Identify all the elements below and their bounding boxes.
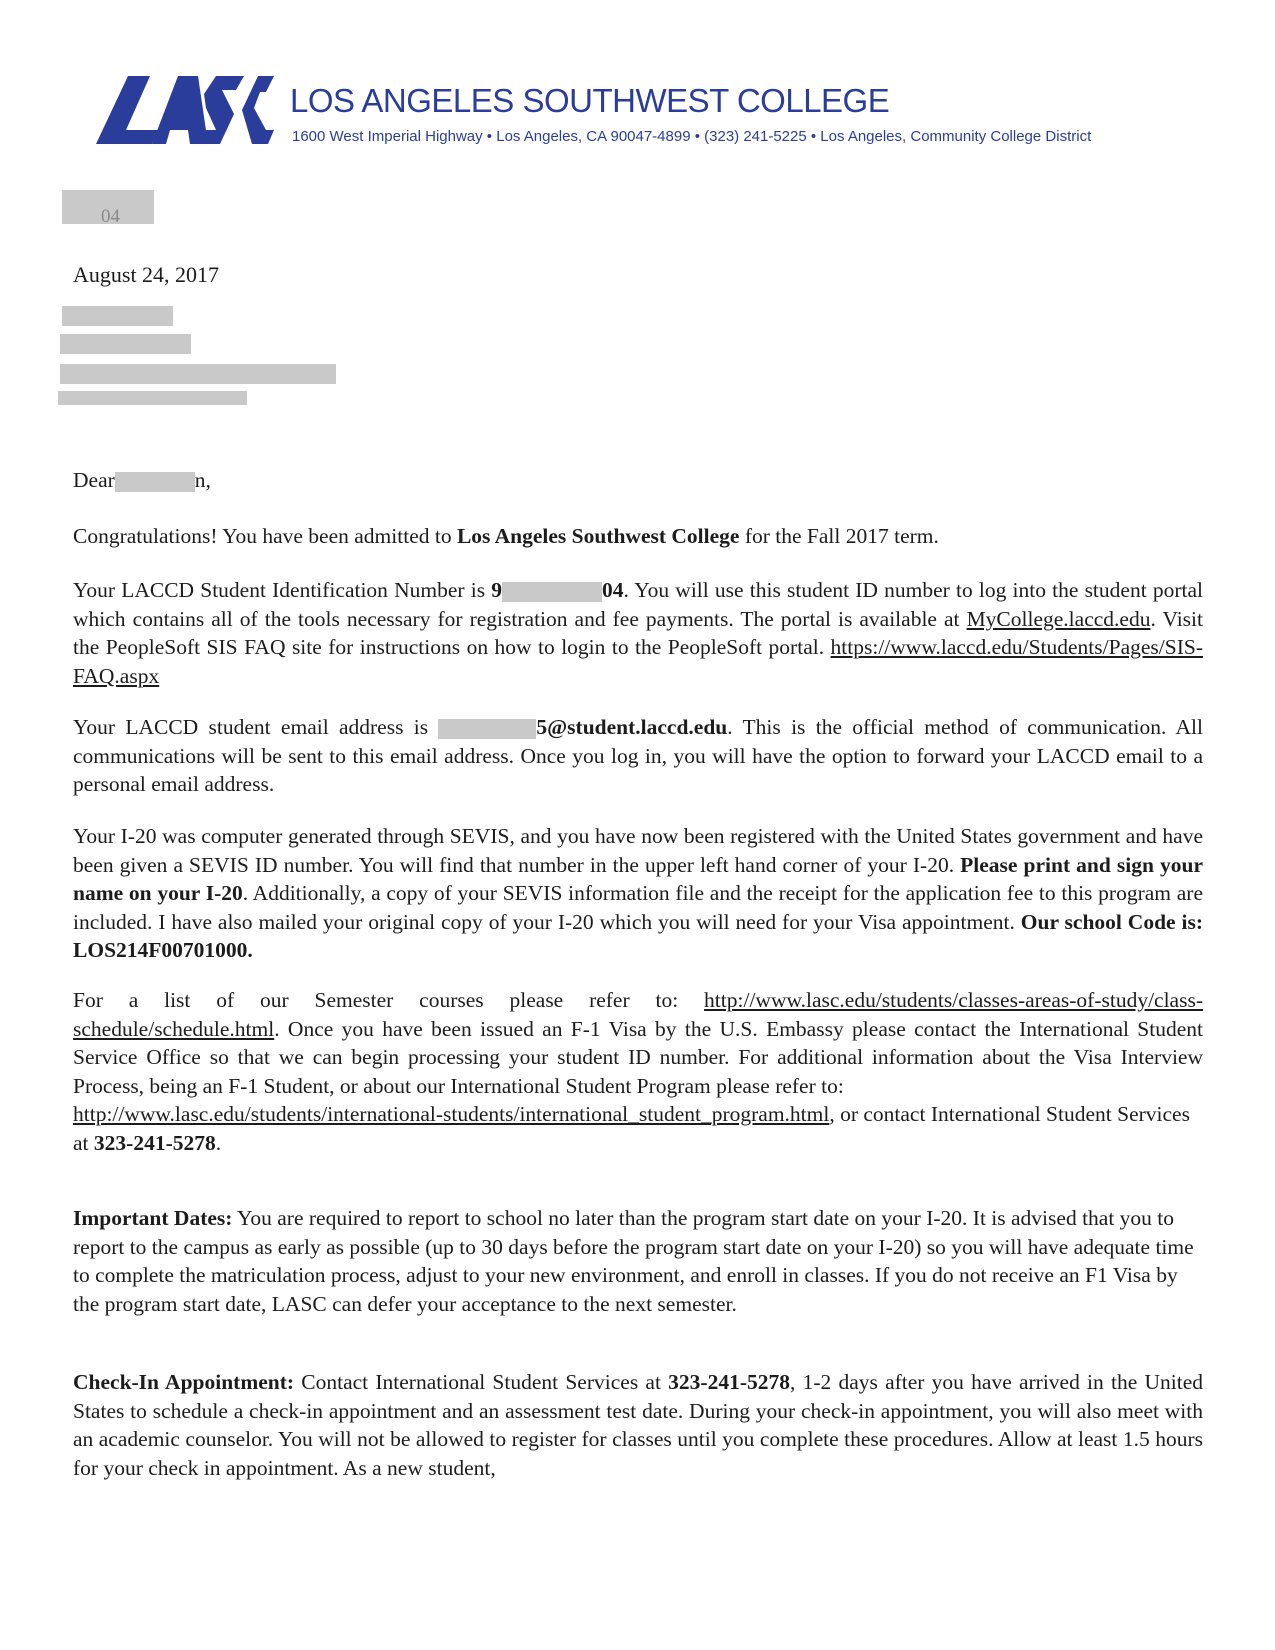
paragraph-important-dates bbox=[73, 1204, 1203, 1318]
paragraph-i20 bbox=[73, 822, 1203, 965]
international-program-link[interactable]: http://www.lasc.edu/students/international-students/international_student_program.html bbox=[73, 1102, 830, 1126]
salutation-start: Dear bbox=[73, 468, 115, 492]
redacted-address-line bbox=[62, 306, 173, 326]
redacted-address-line bbox=[58, 391, 247, 405]
check-in-heading: Check-In Appointment: bbox=[73, 1370, 295, 1394]
p5-text-c: , or contact International Student Services at bbox=[73, 1102, 1190, 1155]
p7-text-a: Contact International Student Services at bbox=[294, 1370, 669, 1394]
paragraph-admission bbox=[73, 522, 1203, 551]
iss-phone: 323-241-5278 bbox=[93, 1130, 216, 1155]
paragraph-check-in bbox=[73, 1368, 1203, 1482]
school-code: Our school Code is: LOS214F00701000. bbox=[73, 909, 1203, 962]
p5-text-b: . Once you have been issued an F-1 Visa by the U.S. Embassy please contact the International Student Service Office so that we can begin processing your student ID number. For additional information about the Visa Interview Process, being an F-1 Student, or about our International Student Program please refer to: bbox=[73, 1016, 1203, 1098]
class-schedule-link[interactable]: http://www.lasc.edu/students/classes-areas-of-study/class-schedule/schedule.html bbox=[73, 988, 1203, 1041]
important-dates-heading: Important Dates: bbox=[73, 1206, 233, 1230]
sign-i20-instruction: Please print and sign your name on your I-20 bbox=[73, 852, 1203, 905]
paragraph-student-id bbox=[73, 576, 1203, 690]
p2-text-c: . Visit the PeopleSoft SIS FAQ site for instructions on how to login to the PeopleSoft portal. bbox=[73, 606, 1203, 659]
redacted-address-line bbox=[60, 334, 191, 354]
redacted-name bbox=[115, 472, 195, 492]
redacted-student-id bbox=[502, 582, 602, 602]
paragraph-email bbox=[73, 713, 1203, 799]
redacted-address-line bbox=[60, 364, 336, 384]
p2-text-a: Your LACCD Student Identification Number is bbox=[73, 578, 492, 602]
salutation bbox=[73, 466, 1203, 495]
p4-text-a: Your I-20 was computer generated through SEVIS, and you have now been registered with the United States government and have been given a SEVIS ID number. You will find that number in the upper left hand corner of your I-20. bbox=[73, 824, 1203, 877]
p7-text-b: , 1-2 days after you have arrived in the United States to schedule a check-in appointment and an assessment test date. During your check-in appointment, you will also meet with an academic counselor. You will not be allowed to register for classes until you complete these procedures. Allow at least 1.5 hours for your check in appointment. As a new student, bbox=[73, 1370, 1204, 1480]
p1-text-a: Congratulations! You have been admitted to bbox=[73, 524, 457, 548]
college-address: 1600 West Imperial Highway • Los Angeles, CA 90047-4899 • (323) 241-5225 • Los Angeles, Community College District bbox=[292, 128, 1092, 145]
college-name-bold: Los Angeles Southwest College bbox=[456, 524, 740, 548]
p5-text-a: For a list of our Semester courses please refer to: bbox=[73, 988, 705, 1012]
reference-suffix: 04 bbox=[101, 206, 120, 227]
lasc-logo bbox=[96, 74, 274, 148]
sis-faq-link[interactable]: https://www.laccd.edu/Students/Pages/SIS-FAQ.aspx bbox=[73, 635, 1203, 688]
p6-text: You are required to report to school no later than the program start date on your I-20. It is advised that you to report to the campus as early as possible (up to 30 days before the program start date on your I-20) so you will have adequate time to complete the matriculation process, adjust to your new environment, and enroll in classes. If you do not receive an F1 Visa by the program start date, LASC can defer your acceptance to the next semester. bbox=[73, 1206, 1194, 1316]
p4-text-b: . Additionally, a copy of your SEVIS information file and the receipt for the application fee to this program are included. I have also mailed your original copy of your I-20 which you will need for your Visa appointment. bbox=[73, 881, 1203, 934]
p2-text-b: . You will use this student ID number to log into the student portal which contains all of the tools necessary for registration and fee payments. The portal is available at bbox=[73, 578, 1203, 631]
redacted-email-user bbox=[438, 719, 536, 739]
iss-phone: 323-241-5278 bbox=[668, 1370, 790, 1394]
salutation-end: n, bbox=[194, 468, 211, 492]
student-id-start: 9 bbox=[491, 578, 502, 602]
paragraph-courses bbox=[73, 986, 1203, 1157]
student-id-end: 04 bbox=[602, 578, 624, 602]
p3-text-b: . This is the official method of communication. All communications will be sent to this email address. Once you log in, you will have the option to forward your LACCD email to a personal email address. bbox=[73, 715, 1203, 796]
letterhead bbox=[96, 72, 1206, 152]
mycollege-portal-link[interactable]: MyCollege.laccd.edu bbox=[966, 606, 1151, 631]
letter-date: August 24, 2017 bbox=[73, 262, 220, 287]
p3-text-a: Your LACCD student email address is bbox=[73, 715, 439, 739]
college-name: LOS ANGELES SOUTHWEST COLLEGE bbox=[290, 82, 890, 119]
p5-text-d: . bbox=[215, 1130, 222, 1155]
student-email-domain: 5@student.laccd.edu bbox=[536, 715, 728, 739]
p1-text-b: for the Fall 2017 term. bbox=[739, 524, 939, 548]
